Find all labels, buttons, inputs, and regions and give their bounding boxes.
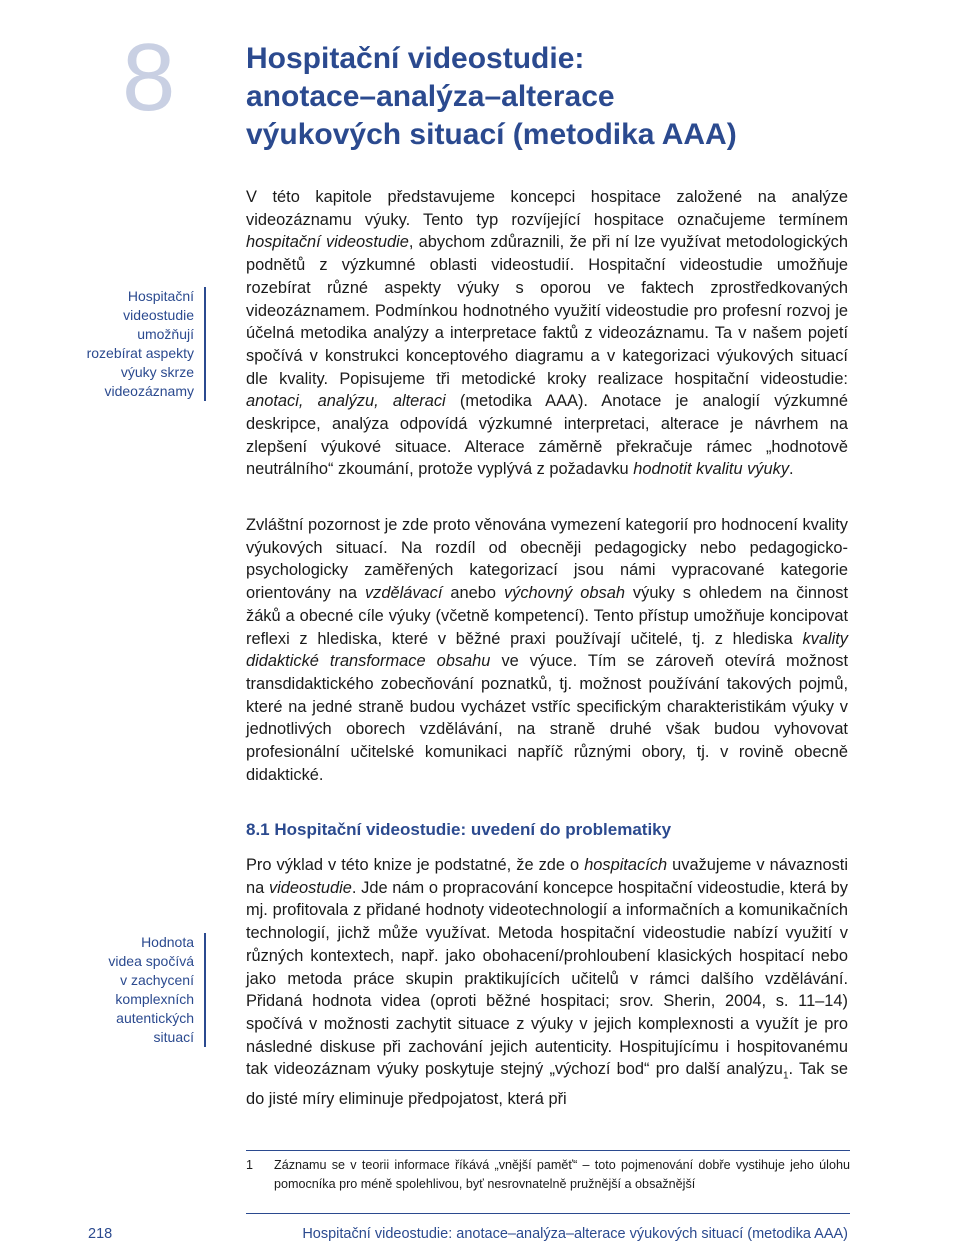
- emphasized-text: vzdělávací: [364, 584, 443, 603]
- paragraph-text: [246, 186, 848, 481]
- emphasized-text: anotaci, analýzu, alteraci: [246, 392, 446, 411]
- margin-note-line: komplexních: [115, 991, 194, 1007]
- text-run: Zvláštní pozornost je zde proto věnována vymezení kategorií pro hodnocení kvality výukových situací. Na rozdíl od obecněji pedagogicky nebo pedagogicko-psychologicky zaměřených kategorizací jsou námi vypracované kategorie orientovány na: [246, 516, 848, 603]
- margin-note-1: [87, 287, 206, 401]
- text-run: výuky s ohledem na činnost žáků a obecné cíle výuky (včetně kompetencí). Tento přístup umožňuje koncipovat reflexi z hlediska, které v běžné praxi používají učitelé, tj. z hlediska: [246, 584, 849, 648]
- footnote-marker: 1: [246, 1158, 254, 1172]
- footnote-text: Záznamu se v teorii informace říkává „vnější paměť“ – toto pojmenování dobře vystihuje jeho úlohu pomocníka pro méně spolehlivou, byť nesrovnatelně pružnější a obsažnější: [274, 1158, 850, 1191]
- margin-note-2: [108, 933, 206, 1047]
- text-run: (metodika AAA). Anotace je analogií výzkumné deskripce, analýza odpovídá výzkumné interpretaci, alterace je návrhem na zlepšení výukové situace. Alterace záměrně překračuje rámec „hodnotově neutrálního“ zkoumání, protože vyplývá z požadavku: [246, 392, 848, 479]
- margin-note-line: Hodnota: [141, 934, 194, 950]
- footer-divider: [246, 1213, 850, 1214]
- section-heading: 8.1 Hospitační videostudie: uvedení do problematiky: [246, 820, 672, 839]
- emphasized-text: videostudie: [268, 878, 352, 897]
- page-number: 218: [88, 1226, 113, 1242]
- margin-note-line: Hospitační: [127, 288, 194, 304]
- intro-paragraph: [246, 186, 848, 481]
- second-paragraph: [246, 514, 848, 786]
- margin-note-line: videozáznamy: [104, 383, 194, 399]
- chapter-title-line: Hospitační videostudie:: [246, 42, 585, 75]
- footnote-divider: [246, 1150, 850, 1151]
- emphasized-text: výchovný obsah: [503, 584, 625, 603]
- text-run: ve výuce. Tím se zároveň otevírá možnost transdidaktického zobecňování poznatků, tj. možnost používání takových pojmů, které na jedné straně budou vycházet vstříc specifickým charakteristikám výuky v jednotlivých oborech vzdělávání, na straně druhé však budou vyhovovat profesionální učitelské komunikaci napříč různými obory, tj. v rovině obecně didaktické.: [246, 652, 848, 784]
- text-run: . Jde nám o propracování koncepce hospitační videostudie, která by mj. profitovala z přidané hodnoty videotechnologií a informačních a komunikačních technologií, jichž může využívat. Metoda hospitační videostudie nabízí využití v různých kontextech, např. jako obohacení/prohloubení klasických hospitací nebo jako metoda práce skupin praktikujících učitelů v rámci dalšího vzdělávání. Přidaná hodnota videa (oproti běžné hospitaci; srov. Sherin, 2004, s. 11–14) spočívá v možnosti zachytit situace z výuky v jejich komplexnosti a využít je pro následné diskuse při zachování jejich autenticity. Hospitujícímu i hospitovanému tak videozáznam výuky poskytuje stejný „výchozí bod“ pro další analýzu: [246, 878, 848, 1079]
- text-run: V této kapitole představujeme koncepci hospitace založené na analýze videozáznamu výuky. Tento typ rozvíjející hospitace označujeme termínem: [246, 188, 848, 229]
- emphasized-text: hospitacích: [584, 856, 668, 874]
- chapter-title-line: výukových situací (metodika AAA): [246, 118, 737, 151]
- emphasized-text: hodnotit kvalitu výuky: [633, 460, 790, 479]
- footnote: [246, 1156, 850, 1194]
- margin-note-line: situací: [153, 1029, 194, 1045]
- chapter-title: [246, 40, 936, 154]
- text-run: .: [789, 460, 794, 479]
- margin-note-line: umožňují: [137, 326, 194, 342]
- margin-note-line: rozebírat aspekty: [86, 345, 194, 361]
- margin-note-line: videostudie: [123, 307, 194, 323]
- running-title: Hospitační videostudie: anotace–analýza–alterace výukových situací (metodika AAA): [302, 1226, 848, 1242]
- text-run: anebo: [442, 584, 504, 603]
- text-run: , abychom zdůraznili, že při ní lze využívat metodologických podnětů z výzkumné oblasti videostudií. Hospitační videostudie umožňuje rozebírat různé aspekty výuky s oporou ve faktech zprostředkovaných videozáznamem. Podmínkou hodnotného využití videostudie pro profesní rozvoj je účelná metodika analýzy a interpretace faktů z videozáznamu. Ta v našem pojetí spočívá v konstrukci konceptového diagramu a v kategorizaci výukových situací dle kvality. Popisujeme tři metodické kroky realizace hospitační videostudie:: [246, 233, 848, 388]
- text-run: uvažujeme v návaznosti na: [246, 856, 849, 897]
- text-run: Pro výklad v této knize je podstatné, že zde o: [246, 856, 585, 874]
- paragraph-text: [246, 854, 848, 1111]
- margin-note-line: v zachycení: [120, 972, 194, 988]
- margin-note-line: videa spočívá: [108, 953, 194, 969]
- margin-note-line: autentických: [116, 1010, 194, 1026]
- emphasized-text: kvality didaktické transformace obsahu: [246, 629, 848, 671]
- section-paragraph: [246, 854, 848, 1111]
- footnote-ref: 1: [782, 1070, 789, 1082]
- chapter-title-line: anotace–analýza–alterace: [246, 80, 615, 113]
- chapter-number: 8: [122, 24, 176, 131]
- paragraph-text: [246, 514, 848, 786]
- margin-note-line: výuky skrze: [120, 364, 194, 380]
- text-run: . Tak se do jisté míry eliminuje předpojatost, která při: [246, 1060, 848, 1109]
- emphasized-text: hospitační videostudie: [246, 233, 409, 252]
